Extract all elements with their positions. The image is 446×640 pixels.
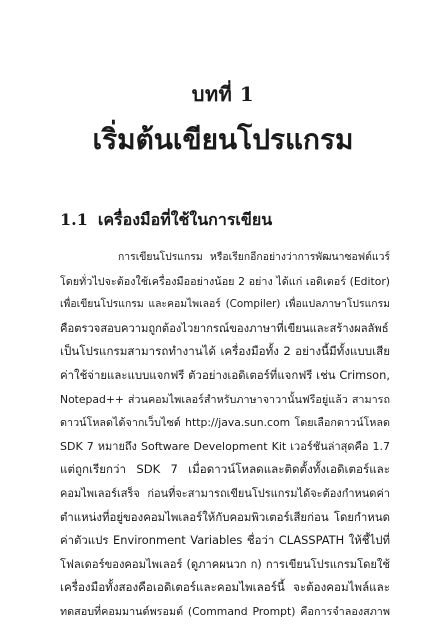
chapter-title: เริ่มต้นเขียนโปรแกรม	[92, 123, 354, 156]
paragraph-line: แต่ถูกเรียกว่า SDK 7 เมื่อดาวน์โหลดและติดตั้งทั้งเอดิเตอร์และ	[60, 462, 390, 477]
paragraph-line: โฟลเดอร์ของคอมไพเลอร์ (ดูภาคผนวก ก) การเขียนโปรแกรมโดยใช้	[60, 557, 390, 571]
paragraph-line: เครื่องมือทั้งสองคือเอดิเตอร์และคอมไพเลอร์นี้ จะต้องคอมไพล์และ	[60, 580, 390, 595]
paragraph-line: ทดสอบที่คอมมานด์พรอมต์ (Command Prompt) คือการจำลองสภาพ	[60, 604, 390, 618]
body-paragraph	[60, 246, 390, 624]
section-number: 1.1	[60, 210, 88, 229]
paragraph-line: ดาวน์โหลดได้จากเว็บไซต์ http://java.sun.com โดยเลือกดาวน์โหลด	[60, 416, 390, 430]
paragraph-line: Notepad++ ส่วนคอมไพเลอร์สำหรับภาษาจาวานั้นฟรีอยู่แล้ว สามารถ	[60, 392, 390, 406]
paragraph-line: เป็นโปรแกรมสามารถทำงานได้ เครื่องมือทั้ง 2 อย่างนี้มีทั้งแบบเสีย	[60, 344, 390, 359]
paragraph-line: โดยทั่วไปจะต้องใช้เครื่องมืออย่างน้อย 2 อย่าง ได้แก่ เอดิเตอร์ (Editor)	[60, 274, 390, 288]
paragraph-line: ค่าตัวแปร Environment Variables ชื่อว่า CLASSPATH ให้ชี้ไปที่	[60, 533, 390, 548]
paragraph-line: ตำแหน่งที่อยู่ของคอมไพเลอร์ให้กับคอมพิวเตอร์เสียก่อน โดยกำหนด	[60, 509, 390, 524]
paragraph-line: ค่าใช้จ่ายและแบบแจกฟรี ตัวอย่างเอดิเตอร์ที่แจกฟรี เช่น Crimson,	[60, 367, 390, 382]
section-title: เครื่องมือที่ใช้ในการเขียน	[97, 210, 273, 229]
section-heading	[60, 208, 272, 233]
paragraph-line: การเขียนโปรแกรม หรือเรียกอีกอย่างว่าการพัฒนาซอฟต์แวร์	[118, 251, 390, 263]
paragraph-line: คอมไพเลอร์เสร็จ ก่อนที่จะสามารถเขียนโปรแกรมได้จะต้องกำหนดค่า	[60, 486, 390, 500]
paragraph-line: เพื่อเขียนโปรแกรม และคอมไพเลอร์ (Compiler) เพื่อแปลภาษาโปรแกรม	[60, 298, 390, 311]
paragraph-line: คือตรวจสอบความถูกต้องไวยากรณ์ของภาษาที่เขียนและสร้างผลลัพธ์	[60, 321, 389, 335]
chapter-number: บทที่ 1	[191, 82, 255, 106]
paragraph-line: SDK 7 หมายถึง Software Development Kit เวอร์ชันล่าสุดคือ 1.7	[60, 439, 390, 453]
